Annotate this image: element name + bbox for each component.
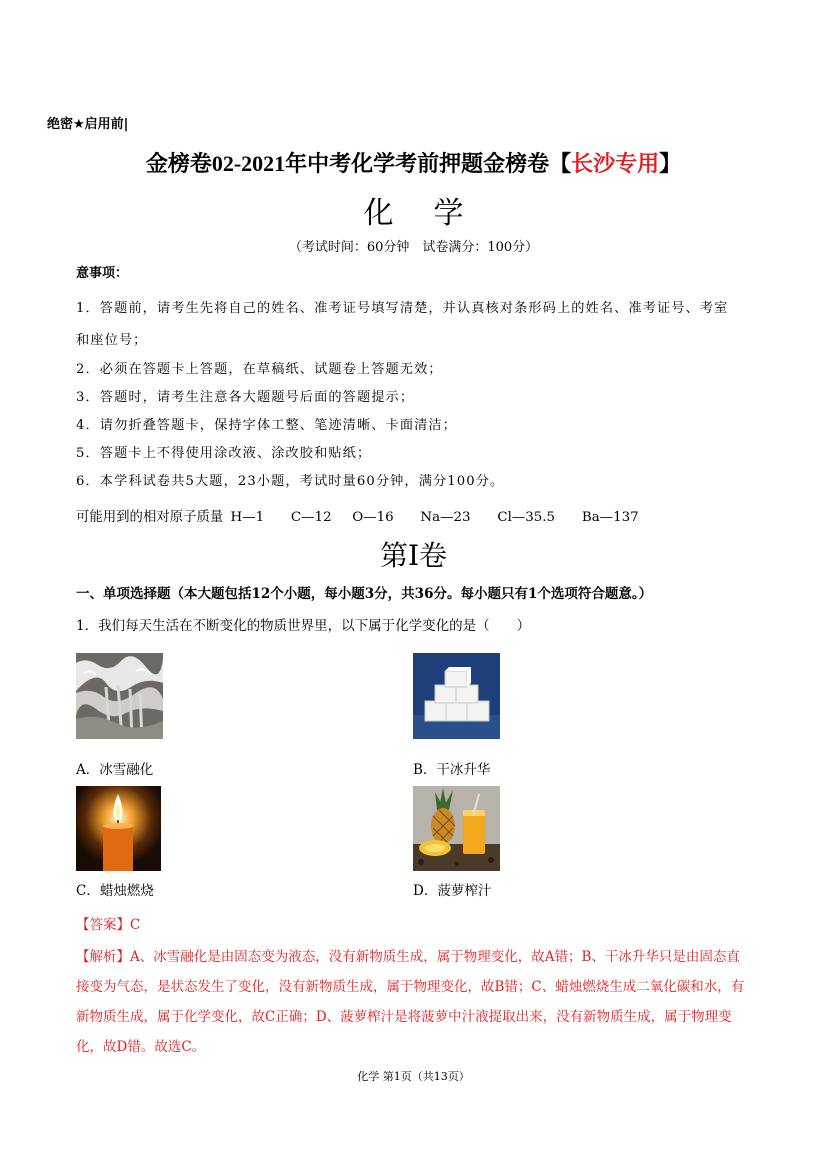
note-item: 3．答题时，请考生注意各大题题号后面的答题提示； xyxy=(76,390,415,405)
option-b-label: B．干冰升华 xyxy=(413,762,491,778)
option-a-label: A．冰雪融化 xyxy=(76,762,154,778)
option-c-image xyxy=(76,786,161,871)
title-bracket-close: 】 xyxy=(659,151,682,176)
atomic-masses: 可能用到的相对原子质量 H—1 C—12 O—16 Na—23 Cl—35.5 Ba—137 xyxy=(76,510,639,525)
option-b-image xyxy=(413,653,500,739)
exam-title xyxy=(0,147,827,178)
exam-info: （考试时间：60分钟 试卷满分：100分） xyxy=(288,240,539,255)
secret-mark: 绝密★启用前| xyxy=(47,117,129,132)
option-d-label: D．菠萝榨汁 xyxy=(413,883,492,899)
option-d-image xyxy=(413,786,500,871)
section-heading: 一、单项选择题（本大题包括12个小题，每小题3分，共36分。每小题只有1个选项符合题意。） xyxy=(76,586,653,602)
option-a-image xyxy=(76,653,163,739)
option-c-label: C．蜡烛燃烧 xyxy=(76,883,154,899)
title-region: 长沙专用 xyxy=(571,151,660,176)
answer: 【答案】C xyxy=(76,917,141,933)
note-item: 和座位号； xyxy=(76,333,148,348)
note-item: 1．答题前，请考生先将自己的姓名、准考证号填写清楚，并认真核对条形码上的姓名、准考证号、考室 xyxy=(76,301,729,316)
volume-title: 第I卷 xyxy=(379,539,448,572)
title-bracket-open: 【 xyxy=(549,151,572,176)
notes-heading: 意事项： xyxy=(76,266,129,281)
title-main: 金榜卷02-2021年中考化学考前押题金榜卷 xyxy=(145,151,550,176)
note-item: 5．答题卡上不得使用涂改液、涂改胶和贴纸； xyxy=(76,446,372,461)
analysis: 【解析】A、冰雪融化是由固态变为液态，没有新物质生成，属于物理变化，故A错；B、干冰升华只是由固态直接变为气态，是状态发生了变化，没有新物质生成，属于物理变化，故B错；C、蜡烛燃烧生成二氧化碳和水，有新物质生成，属于化学变化，故C正确；D、菠萝榨汁是将菠萝中汁液提取出来，没有新物质生成，属于物理变化，故D错。故选C。 xyxy=(76,949,745,1055)
question-stem: 1．我们每天生活在不断变化的物质世界里，以下属于化学变化的是（ ） xyxy=(76,618,531,634)
subject-title: 化学 xyxy=(363,196,504,231)
note-item: 4．请勿折叠答题卡，保持字体工整、笔迹清晰、卡面清洁； xyxy=(76,418,457,433)
page-footer: 化学 第1页（共13页） xyxy=(357,1070,470,1083)
note-item: 6．本学科试卷共5大题，23小题，考试时量60分钟，满分100分。 xyxy=(76,474,505,489)
note-item: 2．必须在答题卡上答题，在草稿纸、试题卷上答题无效； xyxy=(76,362,443,377)
